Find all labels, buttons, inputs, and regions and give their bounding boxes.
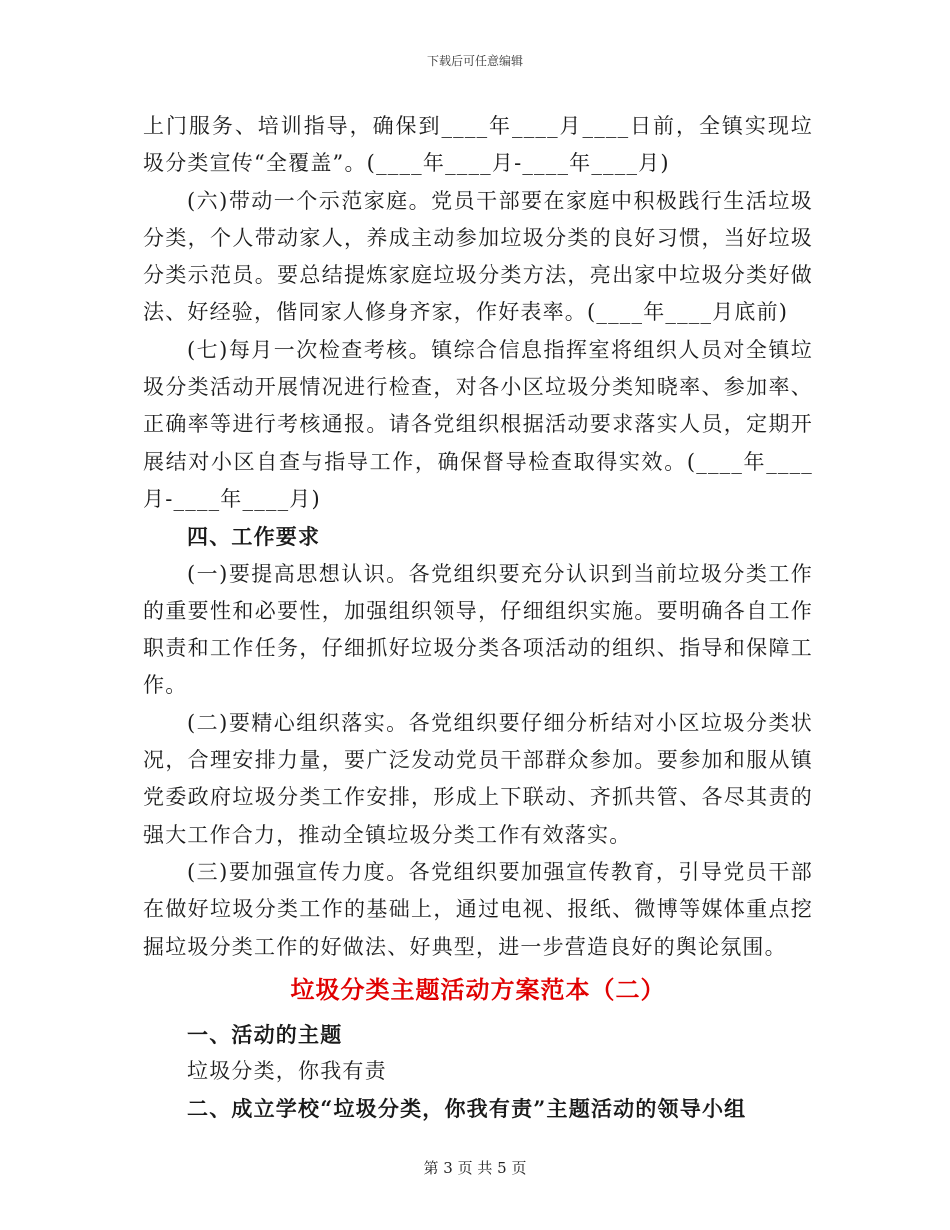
paragraph-item-7: (七)每月一次检查考核。镇综合信息指挥室将组织人员对全镇垃圾分类活动开展情况进行检查，对各小区垃圾分类知晓率、参加率、正确率等进行考核通报。请各党组织根据活动要求落实人员，定期开展结对小区自查与指导工作，确保督导检查取得实效。(____年____月-____年____月) [143,337,813,511]
paragraph-requirement-1: (一)要提高思想认识。各党组织要充分认识到当前垃圾分类工作的重要性和必要性，加强组织领导，仔细组织实施。要明确各自工作职责和工作任务，仔细抓好垃圾分类各项活动的组织、指导和保障工作。 [143,561,813,698]
section-heading-work-requirements: 四、工作要求 [187,524,321,550]
section-heading-leadership-group: 二、成立学校“垃圾分类，你我有责”主题活动的领导小组 [187,1096,747,1122]
paragraph-continued: 上门服务、培训指导，确保到____年____月____日前，全镇实现垃圾分类宣传“全覆盖”。(____年____月-____年____月) [143,114,813,176]
document-body [143,108,813,1128]
section-heading-activity-theme: 一、活动的主题 [187,1021,343,1047]
paragraph-requirement-2: (二)要精心组织落实。各党组织要仔细分析结对小区垃圾分类状况，合理安排力量，要广泛发动党员干部群众参加。要参加和服从镇党委政府垃圾分类工作安排，形成上下联动、齐抓共管、各尽其责的强大工作合力，推动全镇垃圾分类工作有效落实。 [143,710,813,847]
paragraph-requirement-3: (三)要加强宣传力度。各党组织要加强宣传教育，引导党员干部在做好垃圾分类工作的基础上，通过电视、报纸、微博等媒体重点挖掘垃圾分类工作的好做法、好典型，进一步营造良好的舆论氛围。 [143,859,813,959]
page-footer: 第 3 页 共 5 页 [423,1159,527,1177]
document-title-part-two: 垃圾分类主题活动方案范本（二） [290,974,666,1004]
paragraph-item-6: (六)带动一个示范家庭。党员干部要在家庭中积极践行生活垃圾分类，个人带动家人，养成主动参加垃圾分类的良好习惯，当好垃圾分类示范员。要总结提炼家庭垃圾分类方法，亮出家中垃圾分类好做法、好经验，偕同家人修身齐家，作好表率。(____年____月底前) [143,188,813,325]
paragraph-theme-text: 垃圾分类，你我有责 [187,1059,387,1084]
page-header: 下载后可任意编辑 [426,54,523,68]
